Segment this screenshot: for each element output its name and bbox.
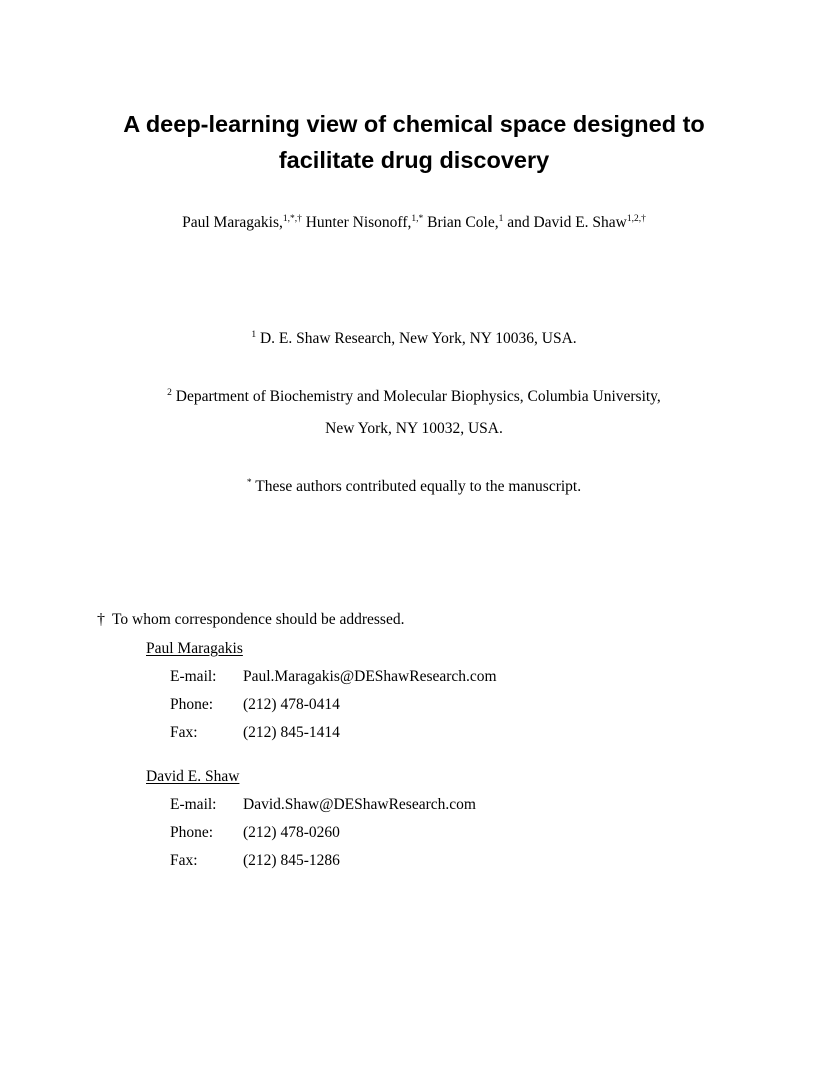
affiliation-2-line-1	[0, 386, 828, 408]
fax-label: Fax:	[170, 852, 198, 869]
contact-name-paul-maragakis: Paul Maragakis	[146, 640, 243, 657]
affiliation-1	[0, 328, 828, 350]
equal-contribution-text: These authors contributed equally to the manuscript.	[251, 478, 582, 495]
affiliation-1-mark: 1	[251, 330, 257, 340]
fax-label: Fax:	[170, 724, 198, 741]
equal-contribution-mark: *	[246, 478, 252, 488]
affiliation-2-text: Department of Biochemistry and Molecular Biophysics, Columbia University,	[171, 388, 661, 405]
fax-value: (212) 845-1414	[243, 724, 340, 741]
paper-title	[0, 106, 828, 178]
author-affiliation-mark: 1,*,†	[282, 214, 302, 224]
email-label: E-mail:	[170, 796, 217, 813]
author-list	[0, 212, 828, 234]
dagger-mark: †	[97, 611, 105, 628]
affiliation-2-line-2: New York, NY 10032, USA.	[325, 420, 503, 437]
equal-contribution-note	[0, 476, 828, 498]
title-line-1: A deep-learning view of chemical space designed to	[123, 111, 705, 137]
correspondence-note	[97, 609, 404, 631]
phone-label: Phone:	[170, 696, 214, 713]
author-name: Paul Maragakis,	[182, 214, 283, 231]
phone-label: Phone:	[170, 824, 214, 841]
phone-value: (212) 478-0260	[243, 824, 340, 841]
affiliation-2-mark: 2	[167, 388, 172, 398]
title-line-2: facilitate drug discovery	[278, 147, 550, 173]
author-name: and David E. Shaw	[503, 214, 627, 231]
author-affiliation-mark: 1	[498, 214, 504, 224]
author-affiliation-mark: 1,2,†	[626, 214, 646, 224]
phone-value: (212) 478-0414	[243, 696, 340, 713]
email-value: David.Shaw@DEShawResearch.com	[243, 796, 476, 813]
author-name: Hunter Nisonoff,	[301, 214, 412, 231]
fax-value: (212) 845-1286	[243, 852, 340, 869]
affiliation-1-text: D. E. Shaw Research, New York, NY 10036, USA.	[256, 330, 577, 347]
contact-name-david-shaw: David E. Shaw	[146, 768, 240, 785]
email-value: Paul.Maragakis@DEShawResearch.com	[243, 668, 497, 685]
email-label: E-mail:	[170, 668, 217, 685]
correspondence-text: To whom correspondence should be addressed.	[112, 611, 405, 628]
author-affiliation-mark: 1,*	[411, 214, 424, 224]
author-name: Brian Cole,	[423, 214, 499, 231]
